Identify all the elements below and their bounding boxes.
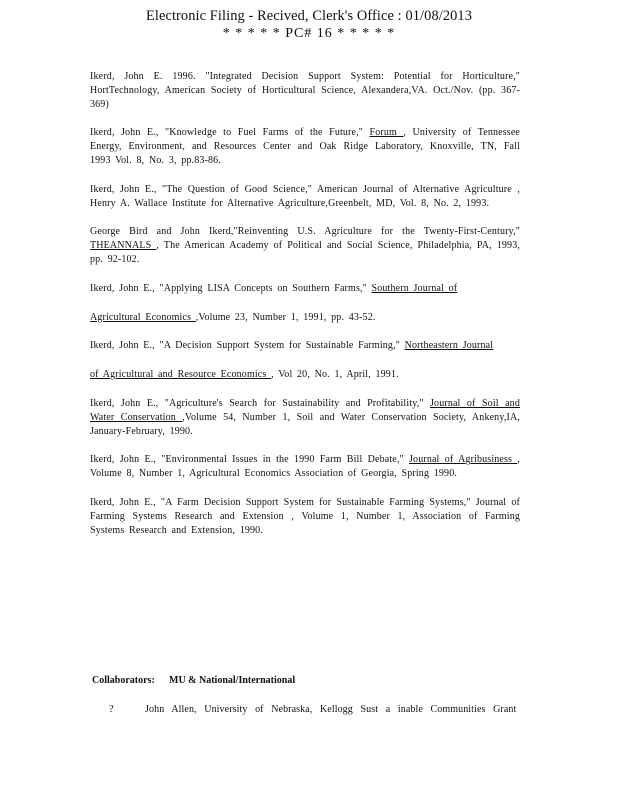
citation-text: , Vol 20, No. 1, April, 1991. [271, 369, 399, 381]
citation-7 [90, 339, 520, 353]
citation-journal: Journal of Agribusiness [409, 454, 518, 466]
citation-text: , University of Tennessee Energy, Environment, and Resources Center and Oak Ridge Laboratory, Knoxville, TN, Fall 1993 Vol. 8, No. 3, pp.83-86. [90, 127, 520, 166]
citation-journal: Forum [369, 127, 404, 139]
publication-list [90, 70, 520, 552]
citation-text: ,Volume 54, Number 1, Soil and Water Conservation Society, Ankeny,IA, January-February, 1990. [90, 411, 520, 437]
citation-text: ,Volume 23, Number 1, 1991, pp. 43-52. [195, 311, 376, 323]
collaborators-section [92, 674, 522, 688]
collaborator-list-item [109, 703, 519, 716]
citation-text: Ikerd, John E., "A Farm Decision Support System for Sustainable Farming Systems," Journal of Farming Systems Research and Extension , Volume 1, Number 1, Association of Farming Systems Research and Extension, 1990. [90, 496, 520, 536]
citation-10 [90, 453, 520, 481]
citation-text: Ikerd, John E., "Environmental Issues in the 1990 Farm Bill Debate," [90, 454, 409, 466]
citation-text: Ikerd, John E., "Agriculture's Search for Sustainability and Profitability," [90, 397, 430, 409]
citation-text: Ikerd, John E., "Applying LISA Concepts on Southern Farms," [90, 282, 372, 294]
citation-journal: Journal of Soil and Water Conservation [90, 397, 520, 423]
citation-1 [90, 70, 520, 111]
citation-4 [90, 225, 520, 266]
filing-stamp-title: Electronic Filing - Recived, Clerk's Office : 01/08/2013 [145, 8, 473, 24]
citation-11 [90, 496, 520, 537]
citation-text: , Volume 8, Number 1, Agricultural Economics Association of Georgia, Spring 1990. [90, 454, 520, 480]
citation-journal: Northeastern Journal [404, 340, 494, 352]
citation-text: , The American Academy of Political and Social Science, Philadelphia, PA, 1993, pp. 92-102. [90, 240, 520, 265]
citation-9 [90, 397, 520, 438]
citation-text: Ikerd, John E. 1996. "Integrated Decision Support System: Potential for Horticulture," HortTechnology, American Society of Horticultural Science, Alexandera,VA. Oct./Nov. (pp. 367-369) [90, 71, 520, 110]
citation-6 [90, 311, 520, 325]
citation-3 [90, 183, 520, 211]
citation-8 [90, 368, 520, 382]
citation-text: Ikerd, John E., "A Decision Support System for Sustainable Farming," [90, 340, 405, 352]
citation-journal: Southern Journal of [371, 282, 458, 294]
citation-journal: Agricultural Economics [90, 311, 196, 323]
citation-5 [90, 282, 520, 296]
citation-text: George Bird and John Ikerd,"Reinventing U.S. Agriculture for the Twenty-First-Century," [90, 226, 520, 238]
bullet-icon: ? [109, 704, 114, 715]
pc-number: * * * * * PC# 16 * * * * * [222, 26, 396, 42]
citation-2 [90, 126, 520, 167]
citation-journal: THEANNALS [90, 240, 157, 252]
citation-text: Ikerd, John E., "The Question of Good Science," American Journal of Alternative Agriculture , Henry A. Wallace Institute for Alternative Agriculture,Greenbelt, MD, Vol. 8, No. 2, 1993. [90, 183, 520, 209]
citation-journal: of Agricultural and Resource Economics [90, 369, 272, 381]
collaborators-label: Collaborators: [92, 675, 155, 686]
collaborators-heading: MU & National/International [169, 675, 296, 686]
citation-text: Ikerd, John E., "Knowledge to Fuel Farms of the Future," [90, 127, 370, 139]
electronic-filing-stamp [0, 8, 618, 42]
collaborator-entry: John Allen, University of Nebraska, Kellogg Sust a inable Communities Grant [145, 704, 517, 715]
